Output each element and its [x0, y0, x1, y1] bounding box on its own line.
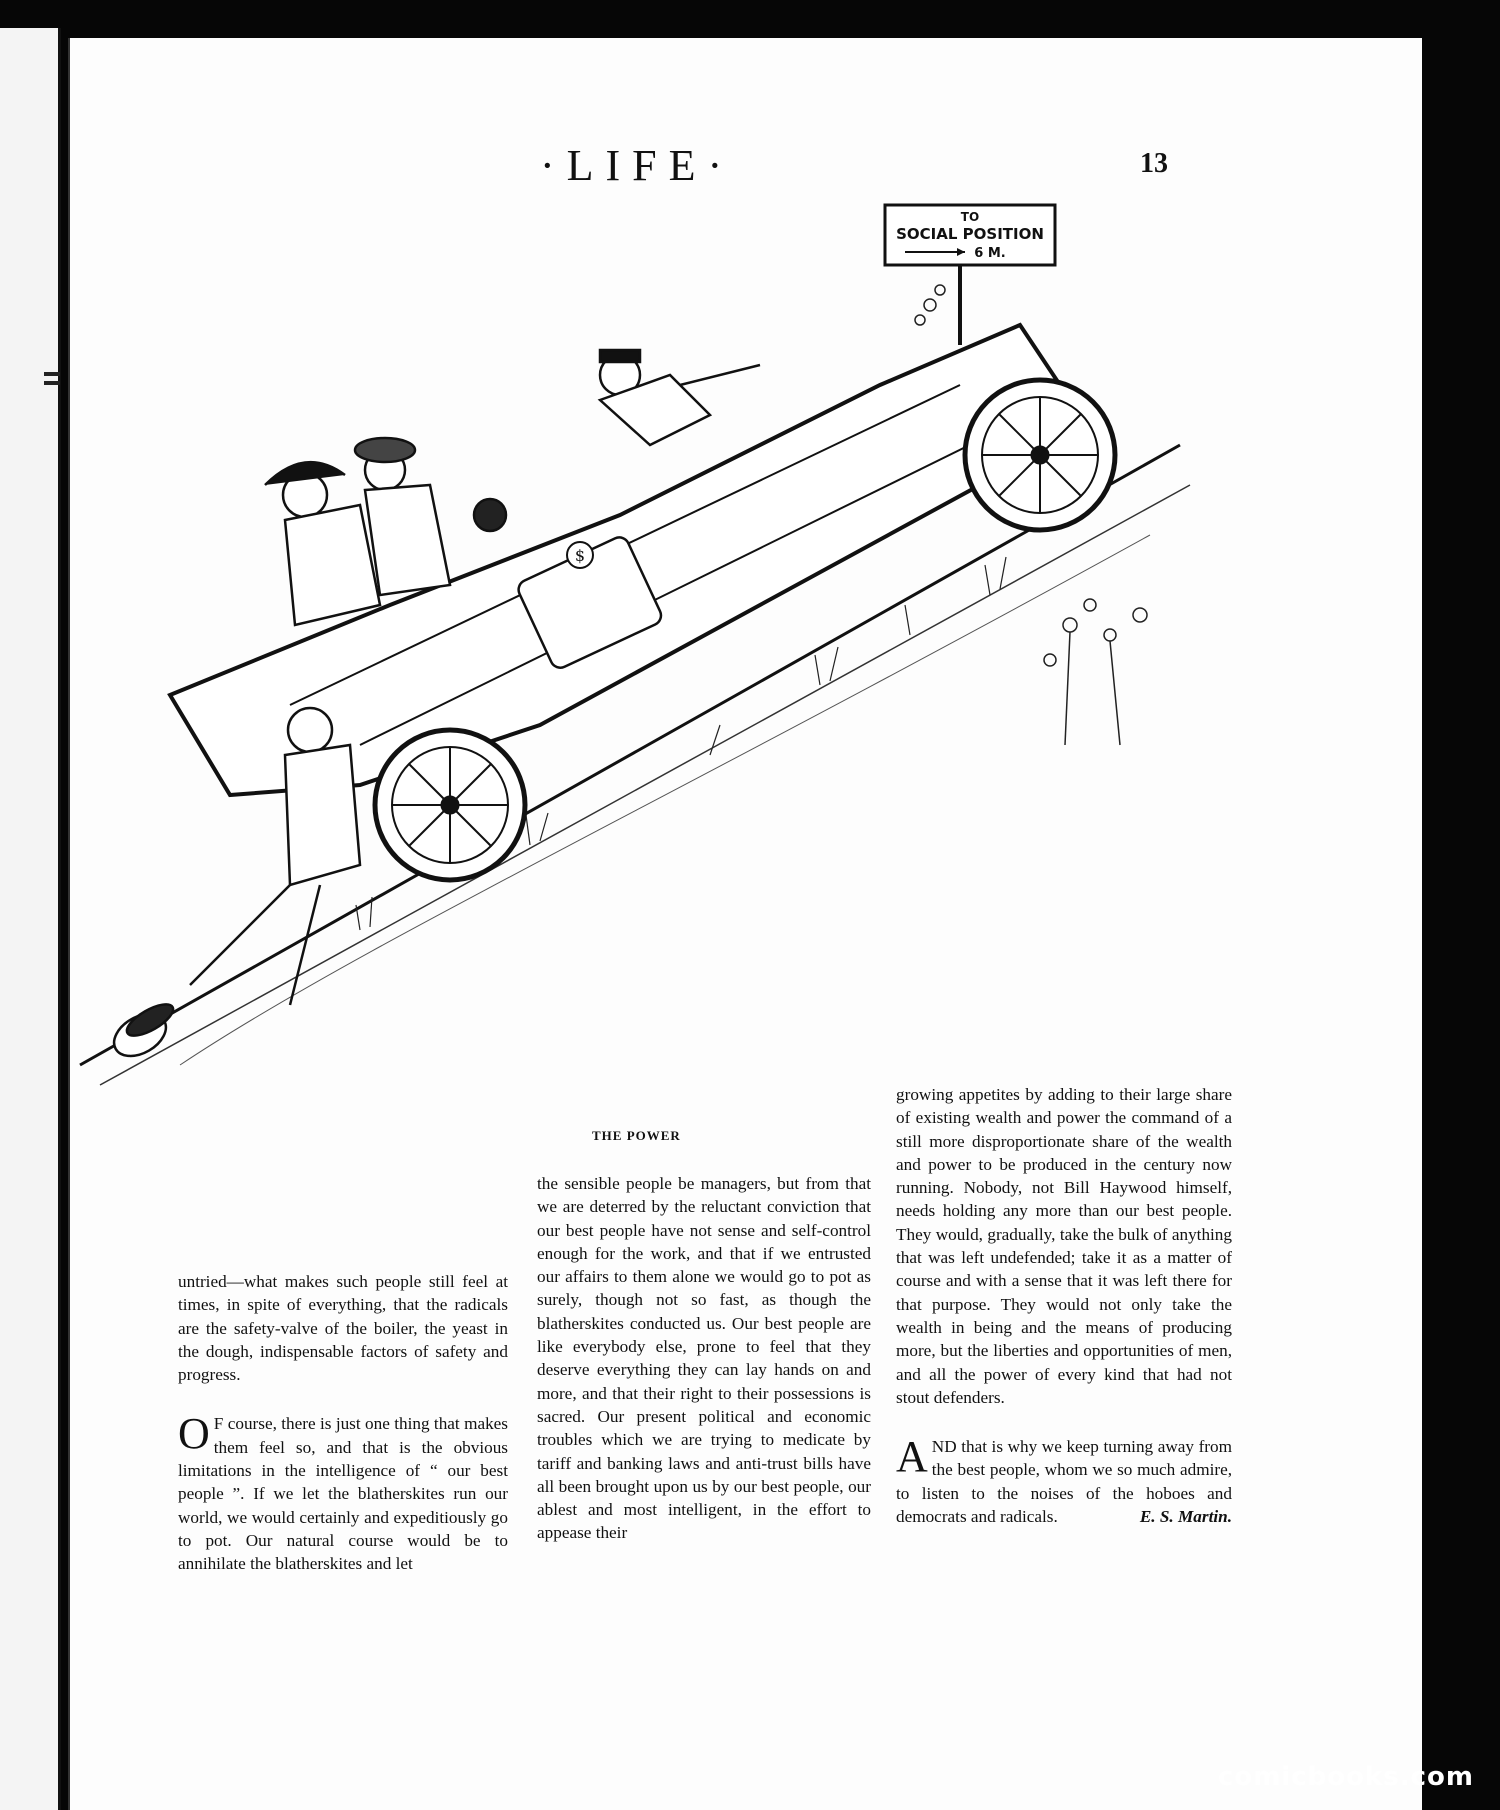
text-column-2 [537, 1172, 871, 1545]
car-emblem: $ [574, 546, 586, 565]
sign-line-3: 6 M. [974, 246, 1006, 261]
sign-line-2: SOCIAL POSITION [896, 225, 1044, 243]
masthead-title: ·LIFE· [540, 141, 735, 190]
paragraph: the sensible people be managers, but from that we are deterred by the reluctant conviction that our best people have not sense and self-control enough for the work, and that if we entrusted our affairs to them alone we would go to pot as surely, though not so fast, as though the blatherskites conducted us. Our best people are like everybody else, prone to feel that they deserve everything they can lay hands on and more, and that their right to their possessions is sacred. Our present political and economic troubles which we are trying to medicate by tariff and banking laws and anti-trust bills have all been brought upon us by our best people, our ablest and most intelligent, in the effort to appease their [537, 1174, 871, 1543]
drop-cap: O [178, 1409, 210, 1459]
text-column-1 [178, 1270, 508, 1576]
paragraph: AND that is why we keep turning away from the best people, whom we so much admire, to listen to the noises of the hoboes and democrats and radicals. E. S. Martin. [896, 1435, 1232, 1528]
sign-line-1: TO [960, 210, 980, 224]
chauffeur-figure [600, 350, 760, 445]
paragraph: O F course, there is just one thing that makes them feel so, and that is the obvious limitations in the intelligence of “ our best people ”. If we let the blatherskites run our world, we would certainly and expeditiously go to pot. Our natural course would be to annihilate the blatherskites and let [178, 1409, 508, 1574]
text-column-3 [896, 1083, 1232, 1528]
signpost [885, 205, 1055, 345]
previous-page-edge [0, 28, 61, 1810]
site-watermark: comicbooks.com [1217, 1762, 1474, 1792]
drop-cap: A [896, 1432, 928, 1482]
paragraph: untried—what makes such people still feel at times, in spite of everything, that the radicals are the safety-valve of the boiler, the yeast in the dough, indispensable factors of safety and progress. [178, 1272, 508, 1385]
illustration-caption: THE POWER [592, 1128, 681, 1143]
paragraph: growing appetites by adding to their large share of existing wealth and power the command of a still more disproportionate share of the wealth and power to be produced in the century now running. Nobody, not Bill Haywood himself, needs holding any more than our best people. They would, gradually, take the bulk of anything that was left undefended; take it as a matter of course and with a sense that it was left there for that purpose. They would not only take the wealth in being and the means of producing more, but the liberties and opportunities of men, and all the power of every kind that had not stout defenders. [896, 1085, 1232, 1407]
page-number: 13 [1140, 148, 1168, 179]
author-byline: E. S. Martin. [1139, 1507, 1232, 1527]
